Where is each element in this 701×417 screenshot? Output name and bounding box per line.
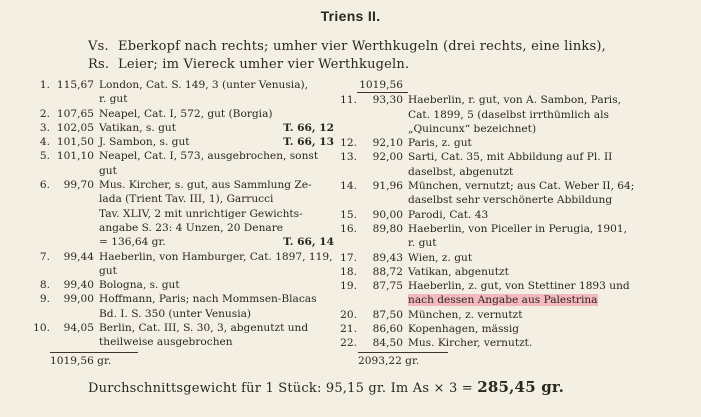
carry-over-row xyxy=(337,78,637,93)
entry-weight: 90,00 xyxy=(372,208,403,221)
entry-weight: 115,67 xyxy=(56,79,94,91)
weight-entry-row xyxy=(28,164,334,178)
entry-weight: 99,00 xyxy=(63,293,94,306)
entry-description-text: Haeberlin, r. gut, von A. Sambon, Paris, xyxy=(408,94,622,107)
entry-description xyxy=(408,293,637,307)
weight-entry-row xyxy=(337,322,637,336)
entry-number: 3. xyxy=(39,121,50,134)
entry-description xyxy=(99,335,334,349)
entry-description-text: Parodi, Cat. 43 xyxy=(408,208,489,221)
entry-weight: 107,65 xyxy=(56,107,94,120)
entry-weight: 102,05 xyxy=(56,121,94,134)
entry-description-text: angabe S. 23: 4 Unzen, 20 Denare xyxy=(99,221,284,234)
weight-entry-row xyxy=(28,178,334,192)
weight-entry-row xyxy=(28,335,334,349)
entry-weight: 87,75 xyxy=(372,280,403,293)
entry-description xyxy=(408,308,637,322)
entry-description xyxy=(99,235,334,249)
entry-description xyxy=(408,251,637,265)
entry-description xyxy=(408,108,637,122)
weight-entry-row xyxy=(28,278,334,292)
entry-number: 9. xyxy=(39,293,50,306)
entry-description xyxy=(408,150,637,164)
entry-number: 21. xyxy=(340,323,357,336)
weight-entry-row xyxy=(337,136,637,150)
entry-description-text: gut xyxy=(99,164,117,177)
entry-description xyxy=(99,178,334,192)
obverse-text: Eberkopf nach rechts; umher vier Werthkugeln (drei rechts, eine links), xyxy=(118,39,606,54)
entry-number: 12. xyxy=(340,137,357,150)
entry-description-text: Neapel, Cat. I, 572, gut (Borgia) xyxy=(99,107,273,120)
entry-description xyxy=(99,278,334,292)
entry-description-text: r. gut xyxy=(99,93,128,106)
entry-weight: 92,10 xyxy=(372,137,403,150)
weight-entry-row xyxy=(28,235,334,249)
weight-entry-row xyxy=(337,93,637,107)
entry-weight: 101,50 xyxy=(56,136,94,149)
entry-weight: 93,30 xyxy=(372,94,403,107)
entry-description-text: J. Sambon, s. gut xyxy=(99,136,190,149)
entry-description xyxy=(99,121,334,135)
entry-description xyxy=(408,179,637,193)
entry-description-text: Bologna, s. gut xyxy=(99,279,180,292)
weight-entry-row xyxy=(337,308,637,322)
entry-number: 17. xyxy=(340,251,357,264)
entry-description-text: Kopenhagen, mässig xyxy=(408,323,520,336)
entry-description xyxy=(99,307,334,321)
entry-description-text: Haeberlin, von Hamburger, Cat. 1897, 119, xyxy=(99,250,333,263)
entry-description xyxy=(408,136,637,150)
entry-description-text: Bd. I. S. 350 (unter Venusia) xyxy=(99,307,252,320)
entry-description-text: Mus. Kircher, vernutzt. xyxy=(408,337,533,350)
entry-description-text: r. gut xyxy=(408,237,437,250)
entry-weight: 84,50 xyxy=(372,337,403,350)
weight-entry-row xyxy=(28,292,334,306)
weight-entry-row xyxy=(28,121,334,135)
reverse-label: Rs. xyxy=(88,57,110,72)
weight-entry-row xyxy=(337,236,637,250)
reverse-description xyxy=(88,56,409,74)
entry-weight: 94,05 xyxy=(63,322,94,335)
entry-description xyxy=(408,336,637,350)
obverse-description xyxy=(88,38,606,56)
entry-description-text: Vatikan, s. gut xyxy=(99,121,176,134)
weight-entry-row xyxy=(337,193,637,207)
entry-description xyxy=(99,264,334,278)
entry-number: 4. xyxy=(39,136,50,149)
entry-number: 13. xyxy=(340,151,357,164)
section-title: Triens II. xyxy=(320,8,381,24)
entry-number: 15. xyxy=(340,208,357,221)
right-total: 2093,22 gr. xyxy=(358,352,448,367)
entry-description xyxy=(408,265,637,279)
weight-entry-row xyxy=(28,135,334,149)
weight-entry-row xyxy=(337,265,637,279)
right-weight-list xyxy=(337,78,637,351)
entry-number: 6. xyxy=(39,179,50,192)
entry-description xyxy=(408,122,637,136)
weight-entry-row xyxy=(28,221,334,235)
entry-description-text: Paris, z. gut xyxy=(408,137,472,150)
weight-entry-row xyxy=(28,264,334,278)
entry-number: 22. xyxy=(340,337,357,350)
entry-weight: 101,10 xyxy=(56,150,94,163)
weight-entry-row xyxy=(28,207,334,221)
highlighted-text: nach dessen Angabe aus Palestrina xyxy=(408,294,598,307)
entry-weight: 86,60 xyxy=(372,323,403,336)
entry-description-text: Haeberlin, von Piceller in Perugia, 1901, xyxy=(408,222,627,235)
entry-description-text: theilweise ausgebrochen xyxy=(99,336,233,349)
entry-description xyxy=(99,164,334,178)
weight-entry-row xyxy=(337,251,637,265)
weight-entry-row xyxy=(28,78,334,92)
average-text: Durchschnittsgewicht für 1 Stück: 95,15 gr. Im As × 3 = xyxy=(88,381,478,396)
entry-number: 19. xyxy=(340,280,357,293)
entry-weight: 89,43 xyxy=(372,251,403,264)
weight-entry-row xyxy=(337,108,637,122)
entry-number: 1. xyxy=(39,79,50,91)
entry-number: 5. xyxy=(39,150,50,163)
entry-description-text: München, z. vernutzt xyxy=(408,308,523,321)
left-weight-list xyxy=(28,78,334,350)
entry-description-text: Berlin, Cat. III, S. 30, 3, abgenutzt und xyxy=(99,322,309,335)
entry-description xyxy=(99,107,334,121)
weight-entry-row xyxy=(337,165,637,179)
entry-weight: 91,96 xyxy=(372,180,403,193)
entry-description xyxy=(99,78,334,92)
carry-over-value: 1019,56 xyxy=(357,78,408,93)
entry-description-text: lada (Trient Tav. III, 1), Garrucci xyxy=(99,193,274,206)
entry-weight: 87,50 xyxy=(372,308,403,321)
weight-entry-row xyxy=(337,293,637,307)
entry-description-text: Vatikan, abgenutzt xyxy=(408,265,509,278)
entry-description-text: Haeberlin, z. gut, von Stettiner 1893 und xyxy=(408,280,630,293)
entry-description xyxy=(408,165,637,179)
entry-number: 14. xyxy=(340,180,357,193)
entry-description xyxy=(99,149,334,163)
entry-number: 10. xyxy=(33,322,50,335)
left-total: 1019,56 gr. xyxy=(50,352,138,367)
entry-description xyxy=(99,250,334,264)
entry-weight: 92,00 xyxy=(372,151,403,164)
entry-weight: 99,70 xyxy=(63,179,94,192)
entry-description-text: Sarti, Cat. 35, mit Abbildung auf Pl. II xyxy=(408,151,613,164)
entry-description-text: Cat. 1899, 5 (daselbst irrthümlich als xyxy=(408,108,609,121)
entry-description-text: Neapel, Cat. I, 573, ausgebrochen, sonst xyxy=(99,150,319,163)
entry-number: 11. xyxy=(340,94,357,107)
entry-number: 18. xyxy=(340,265,357,278)
entry-description xyxy=(408,193,637,207)
entry-description-text: München, vernutzt; aus Cat. Weber II, 64; xyxy=(408,180,635,193)
entry-description-text: Hoffmann, Paris; nach Mommsen-Blacas xyxy=(99,293,317,306)
entry-description xyxy=(99,92,334,106)
plate-reference: T. 66, 14 xyxy=(283,236,334,249)
entry-description-text: „Quincunx“ bezeichnet) xyxy=(408,122,537,135)
entry-description xyxy=(99,221,334,235)
plate-reference: T. 66, 13 xyxy=(283,136,334,149)
entry-description xyxy=(99,292,334,306)
entry-description xyxy=(99,192,334,206)
weight-entry-row xyxy=(337,279,637,293)
entry-description xyxy=(408,322,637,336)
entry-description-text: daselbst, abgenutzt xyxy=(408,165,514,178)
weight-entry-row xyxy=(337,150,637,164)
entry-description xyxy=(99,207,334,221)
entry-description xyxy=(408,236,637,250)
entry-number: 16. xyxy=(340,222,357,235)
entry-description-text: Mus. Kircher, s. gut, aus Sammlung Ze- xyxy=(99,179,312,192)
entry-description-text: gut xyxy=(99,264,117,277)
weight-entry-row xyxy=(337,222,637,236)
weight-entry-row xyxy=(28,307,334,321)
obverse-label: Vs. xyxy=(88,39,109,54)
entry-description-text: Wien, z. gut xyxy=(408,251,473,264)
entry-description-text: daselbst sehr verschönerte Abbildung xyxy=(408,194,613,207)
plate-reference: T. 66, 12 xyxy=(283,121,334,134)
weight-entry-row xyxy=(28,321,334,335)
entry-description xyxy=(99,321,334,335)
entry-description-text: Tav. XLIV, 2 mit unrichtiger Gewichts- xyxy=(99,207,303,220)
entry-number: 2. xyxy=(39,107,50,120)
entry-number: 8. xyxy=(39,279,50,292)
entry-weight: 88,72 xyxy=(372,265,403,278)
reverse-text: Leier; im Viereck umher vier Werthkugeln. xyxy=(118,57,410,72)
entry-weight: 89,80 xyxy=(372,222,403,235)
weight-entry-row xyxy=(28,149,334,163)
entry-description-text: = 136,64 gr. xyxy=(99,236,166,249)
weight-entry-row xyxy=(337,122,637,136)
entry-weight: 99,44 xyxy=(63,250,94,263)
weight-entry-row xyxy=(337,179,637,193)
average-value: 285,45 gr. xyxy=(477,378,565,396)
entry-description xyxy=(408,222,637,236)
entry-description-text: London, Cat. S. 149, 3 (unter Venusia), xyxy=(99,79,309,91)
average-weight-line xyxy=(88,378,564,396)
entry-description xyxy=(99,135,334,149)
weight-entry-row xyxy=(337,336,637,350)
entry-weight: 99,40 xyxy=(63,279,94,292)
weight-entry-row xyxy=(337,208,637,222)
weight-entry-row xyxy=(28,107,334,121)
weight-entry-row xyxy=(28,250,334,264)
entry-description xyxy=(408,93,637,107)
entry-description xyxy=(408,279,637,293)
entry-number: 20. xyxy=(340,308,357,321)
entry-number: 7. xyxy=(39,250,50,263)
entry-description xyxy=(408,208,637,222)
weight-entry-row xyxy=(28,92,334,106)
weight-entry-row xyxy=(28,192,334,206)
